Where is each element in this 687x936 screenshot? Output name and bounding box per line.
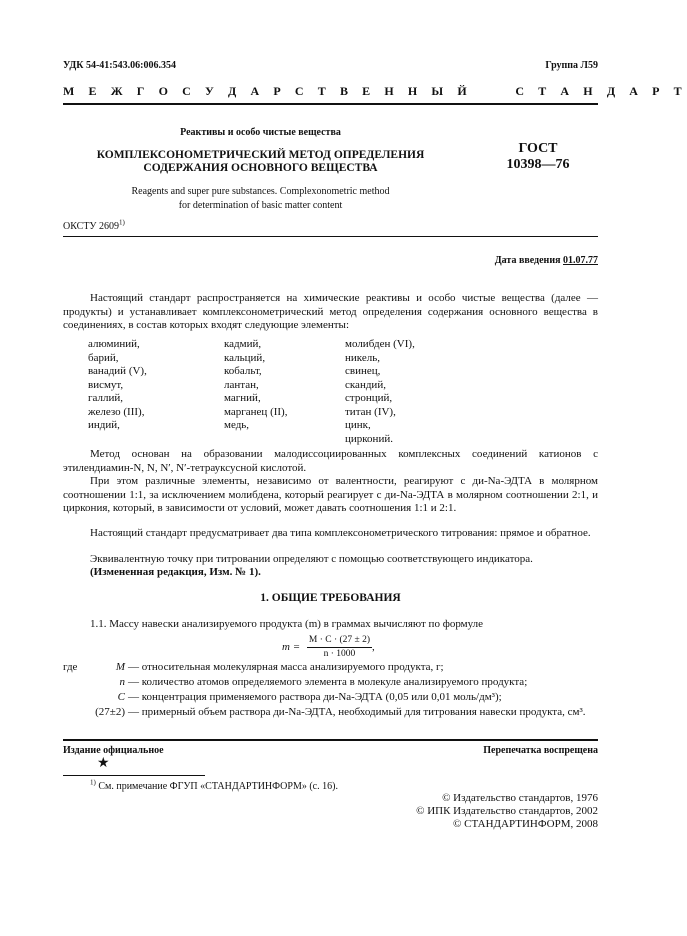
paragraph-ratios: При этом различные элементы, независимо от валентности, реагируют с ди-Na-ЭДТА в молярном соотношении 1:1, за исключением молибдена, который реагирует с ди-Na-ЭДТА в молярном соотношении 2:1, и циркония, который, в зависимости от условий, может давать соотношения 1:1 и 2:1.: [63, 475, 598, 514]
english-title-line-1: Reagents and super pure substances. Complexonometric method: [131, 186, 390, 197]
formula-numerator: M · C · (27 ± 2): [307, 634, 372, 648]
definition-text: — концентрация применяемого раствора ди-Na-ЭДТА (0,05 или 0,01 моль/дм³);: [128, 691, 502, 703]
list-item: марганец (II),: [224, 405, 288, 418]
star-icon: ★: [97, 756, 110, 771]
list-item: титан (IV),: [345, 405, 396, 418]
definition-symbol: M: [115, 661, 125, 673]
footnote-rule: [63, 775, 205, 776]
list-item: железо (III),: [88, 405, 145, 418]
footnote-text: См. примечание ФГУП «СТАНДАРТИНФОРМ» (с. 16).: [98, 781, 338, 792]
elements-column-1: [88, 338, 147, 433]
reprint-prohibited: Перепечатка воспрещена: [483, 745, 598, 756]
english-title-line-2: for determination of basic matter content: [178, 199, 343, 211]
introduction-date: [495, 254, 598, 267]
footer-rule: [63, 739, 598, 741]
paragraph-indicator: Эквивалентную точку при титровании определяют с помощью соответствующего индикатора.: [90, 553, 533, 565]
elements-column-3: [345, 338, 415, 446]
copyright-line: © СТАНДАРТИНФОРМ, 2008: [453, 818, 598, 830]
definition-text: — относительная молекулярная масса анализируемого продукта, г;: [128, 661, 444, 673]
list-item: кадмий,: [224, 338, 262, 350]
where-label: где: [63, 661, 78, 673]
list-item: цирконий.: [345, 432, 393, 445]
list-item: висмут,: [88, 378, 124, 391]
oksty-code: [63, 220, 125, 233]
paragraph-titration-types: Настоящий стандарт предусматривает два типа комплексонометрического титрования: прямое и обратное.: [90, 527, 591, 539]
list-item: цинк,: [345, 419, 371, 431]
definition-text: — примерный объем раствора ди-Na-ЭДТА, необходимый для титрования навески продукта, см³.: [128, 706, 586, 718]
list-item: ванадий (V),: [88, 365, 147, 377]
paragraph-method: Метод основан на образовании малодиссоциированных комплексных соединений катионов с этилендиамин-N, N, N′, N′-тетрауксусной кислотой.: [63, 448, 598, 474]
formula-denominator: n · 1000: [323, 649, 356, 659]
footnote-mark: 1): [90, 778, 96, 787]
list-item: кальций,: [224, 351, 266, 364]
gost-label: ГОСТ: [518, 141, 558, 156]
group-code: Группа Л59: [545, 60, 598, 71]
gost-designation: [488, 141, 588, 173]
gost-number: 10398—76: [506, 157, 570, 172]
list-item: индий,: [88, 419, 120, 431]
section-heading: 1. ОБЩИЕ ТРЕБОВАНИЯ: [260, 592, 401, 604]
english-title: [63, 185, 458, 212]
definition-symbol: C: [117, 691, 125, 703]
list-item: кобальт,: [224, 365, 262, 377]
definition-symbol: (27±2): [95, 706, 125, 718]
formula-lhs: m =: [282, 641, 301, 653]
title-rule: [63, 236, 598, 237]
variable-definitions: [63, 661, 598, 731]
list-item: галлий,: [88, 392, 123, 404]
copyright-line: © Издательство стандартов, 1976: [442, 792, 598, 804]
list-item: скандий,: [345, 378, 386, 391]
list-item: барий,: [88, 351, 119, 364]
list-item: стронций,: [345, 392, 393, 404]
official-edition: Издание официальное: [63, 745, 164, 756]
header-rule: [63, 103, 598, 105]
list-item: магний,: [224, 392, 261, 404]
title-line-1: КОМПЛЕКСОНОМЕТРИЧЕСКИЙ МЕТОД ОПРЕДЕЛЕНИЯ: [96, 149, 425, 161]
definition-symbol: n: [119, 676, 125, 688]
standard-banner: М Е Ж Г О С У Д А Р С Т В Е Н Н Ы Й С Т А Н Д А Р Т: [63, 84, 687, 98]
list-item: медь,: [224, 419, 250, 431]
paragraph-scope: Настоящий стандарт распространяется на химические реактивы и особо чистые вещества (далее — продукты) и устанавливает комплексонометрический метод определения содержания основного вещества в соединениях, в состав которых входят следующие элементы:: [63, 292, 598, 331]
list-item: лантан,: [224, 378, 259, 391]
elements-column-2: [224, 338, 287, 433]
title-line-2: СОДЕРЖАНИЯ ОСНОВНОГО ВЕЩЕСТВА: [143, 162, 378, 174]
list-item: свинец,: [345, 365, 381, 377]
introduction-date-value: 01.07.77: [563, 255, 598, 266]
copyright-line: © ИПК Издательство стандартов, 2002: [416, 805, 598, 817]
list-item: алюминий,: [88, 338, 140, 350]
standard-subtitle: Реактивы и особо чистые вещества: [180, 127, 341, 138]
oksty-text: ОКСТУ 2609: [63, 221, 120, 232]
list-item: никель,: [345, 351, 380, 364]
list-item: молибден (VI),: [345, 338, 415, 350]
copyright-imprint: [338, 792, 598, 831]
clause-1-1: 1.1. Массу навески анализируемого продукта (m) в граммах вычисляют по формуле: [90, 618, 483, 630]
amendment-note: (Измененная редакция, Изм. № 1).: [90, 566, 261, 578]
standard-title: [63, 149, 458, 175]
formula-fraction: [307, 634, 372, 661]
introduction-date-label: Дата введения: [494, 255, 561, 266]
definition-text: — количество атомов определяемого элемента в молекуле анализируемого продукта;: [128, 676, 528, 688]
udc-code: УДК 54-41:543.06:006.354: [63, 60, 176, 71]
formula: [282, 634, 375, 661]
footnote: [90, 780, 338, 793]
oksty-footnote-mark: 1): [119, 218, 125, 227]
formula-comma: ,: [372, 641, 375, 653]
